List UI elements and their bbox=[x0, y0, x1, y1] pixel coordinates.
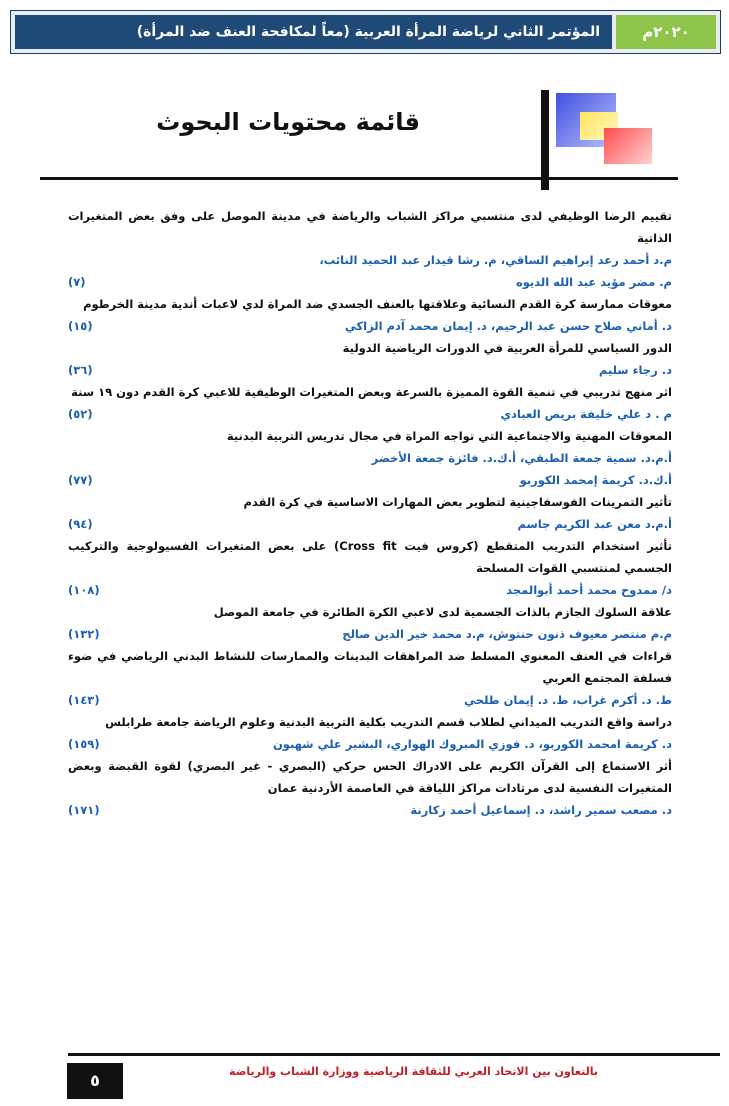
author-names: م . د علي خليفة بريص العبادي bbox=[500, 407, 672, 421]
author-names: أ.م.د. سمية جمعة الطبقي، أ.ك.د. فائزة جمعة الأخضر bbox=[371, 451, 672, 465]
research-title: الدور السياسي للمرأة العربية في الدورات الرياضية الدولية bbox=[342, 341, 672, 355]
contents-list bbox=[68, 205, 672, 821]
research-title: تقييم الرضا الوظيفي لدى منتسبي مراكز الشباب والرياضة في مدينة الموصل على وفق بعض المتغيرات الذاتية bbox=[68, 209, 672, 245]
page-number: (١٤٣) bbox=[68, 693, 100, 707]
header-banner bbox=[10, 10, 721, 54]
research-title: تأثير التمرينات الفوسفاجينية لتطوير بعض المهارات الاساسية في كرة القدم bbox=[243, 495, 672, 509]
list-item bbox=[68, 293, 672, 337]
research-title: المعوقات المهنية والاجتماعية التي تواجه المراة في مجال تدريس التربية البدنية bbox=[226, 429, 672, 443]
author-line bbox=[68, 403, 672, 425]
list-item bbox=[68, 711, 672, 755]
author-line bbox=[68, 689, 672, 711]
page-number: (١٥) bbox=[68, 319, 93, 333]
author-names: ط. د. أكرم غراب، ط. د. إيمان طلحي bbox=[464, 693, 672, 707]
title-decoration-red-square bbox=[604, 128, 652, 164]
page-number: (٩٤) bbox=[68, 517, 93, 531]
page-number: (١٥٩) bbox=[68, 737, 100, 751]
page-number: (٧٧) bbox=[68, 473, 93, 487]
page-number: (٥٢) bbox=[68, 407, 93, 421]
author-names: د. أماني صلاح حسن عبد الرحيم، د. إيمان محمد آدم الزاكي bbox=[344, 319, 672, 333]
list-item bbox=[68, 337, 672, 381]
author-line bbox=[68, 799, 672, 821]
author-line bbox=[68, 513, 672, 535]
research-title: أثر الاستماع إلى القرآن الكريم على الادراك الحس حركي (البصري - غير البصري) لقوة القبضة وبعض المتغيرات النفسية لدى مرتادات مراكز اللياقة في العاصمة الأردنية عمان bbox=[68, 759, 672, 795]
page-number: (١٧١) bbox=[68, 803, 100, 817]
page-number-badge: ٥ bbox=[67, 1063, 123, 1099]
page-title: قائمة محتويات البحوث bbox=[156, 108, 420, 136]
author-names: أ.م.د معن عبد الكريم جاسم bbox=[517, 517, 672, 531]
footer-divider bbox=[68, 1053, 720, 1056]
research-title: تأثير استخدام التدريب المتقطع (كروس فيت Cross fit) على بعض المتغيرات الفسيولوجية والتركيب الجسمي لمنتسبي القوات المسلحة bbox=[68, 539, 672, 575]
author-line bbox=[68, 447, 672, 469]
list-item bbox=[68, 491, 672, 535]
list-item bbox=[68, 381, 672, 425]
list-item bbox=[68, 425, 672, 491]
list-item bbox=[68, 755, 672, 821]
page-number: (٧) bbox=[68, 275, 86, 289]
author-line bbox=[68, 579, 672, 601]
footer-credit: بالتعاون بين الاتحاد العربي للثقافة الرياضية ووزارة الشباب والرياضة bbox=[229, 1065, 598, 1078]
author-names: د. مصعب سمير راشد، د. إسماعيل أحمد زكارنة bbox=[410, 803, 672, 817]
author-names: د/ ممدوح محمد أحمد أبوالمجد bbox=[506, 583, 672, 597]
author-line bbox=[68, 315, 672, 337]
title-decoration-bar bbox=[541, 90, 549, 190]
author-names: م. مضر مؤيد عبد الله الديوه bbox=[515, 275, 672, 289]
research-title: علاقة السلوك الجازم بالذات الجسمية لدى لاعبي الكرة الطائرة في جامعة الموصل bbox=[213, 605, 672, 619]
list-item bbox=[68, 205, 672, 293]
conference-title: المؤتمر الثاني لرياضة المرأة العربية (معاً لمكافحة العنف ضد المرأة) bbox=[15, 15, 612, 49]
research-title: دراسة واقع التدريب الميداني لطلاب قسم التدريب بكلية التربية البدنية وعلوم الرياضة جامعة طرابلس bbox=[105, 715, 672, 729]
author-line bbox=[68, 359, 672, 381]
list-item bbox=[68, 645, 672, 711]
conference-year: ٢٠٢٠م bbox=[616, 15, 716, 49]
page-number: (١٣٢) bbox=[68, 627, 100, 641]
research-title: قراءات في العنف المعنوي المسلط ضد المراهقات البدينات والممارسات للنشاط البدني الرياضي في ضوء فسلفة المجتمع العربي bbox=[68, 649, 672, 685]
research-title: معوقات ممارسة كرة القدم النسائية وعلاقتها بالعنف الجسدي ضد المراة لدي لاعبات أندية مدينة الخرطوم bbox=[83, 297, 672, 311]
page-number: (١٠٨) bbox=[68, 583, 100, 597]
author-line bbox=[68, 733, 672, 755]
author-names: أ.ك.د. كريمة إمحمد الكوربو bbox=[519, 473, 672, 487]
author-names: د. كريمة امحمد الكوربو، د. فوزي المبروك الهواري، البشير علي شهبون bbox=[272, 737, 672, 751]
title-divider bbox=[40, 177, 678, 180]
page-number: (٣٦) bbox=[68, 363, 93, 377]
author-line bbox=[68, 469, 672, 491]
research-title: اثر منهج تدريبي في تنمية القوة المميزة بالسرعة وبعض المتغيرات الوظيفية للاعبي كرة القدم دون ١٩ سنة bbox=[71, 385, 672, 399]
author-names: د. رجاء سليم bbox=[598, 363, 672, 377]
list-item bbox=[68, 601, 672, 645]
author-names: م.م منتصر معيوف ذنون حنتوش، م.د محمد خير الدين صالح bbox=[342, 627, 672, 641]
author-line bbox=[68, 623, 672, 645]
author-line bbox=[68, 249, 672, 271]
list-item bbox=[68, 535, 672, 601]
author-line bbox=[68, 271, 672, 293]
author-names: م.د أحمد رعد إبراهيم الساقي، م. رشا قيدار عبد الحميد النائب، bbox=[319, 253, 672, 267]
